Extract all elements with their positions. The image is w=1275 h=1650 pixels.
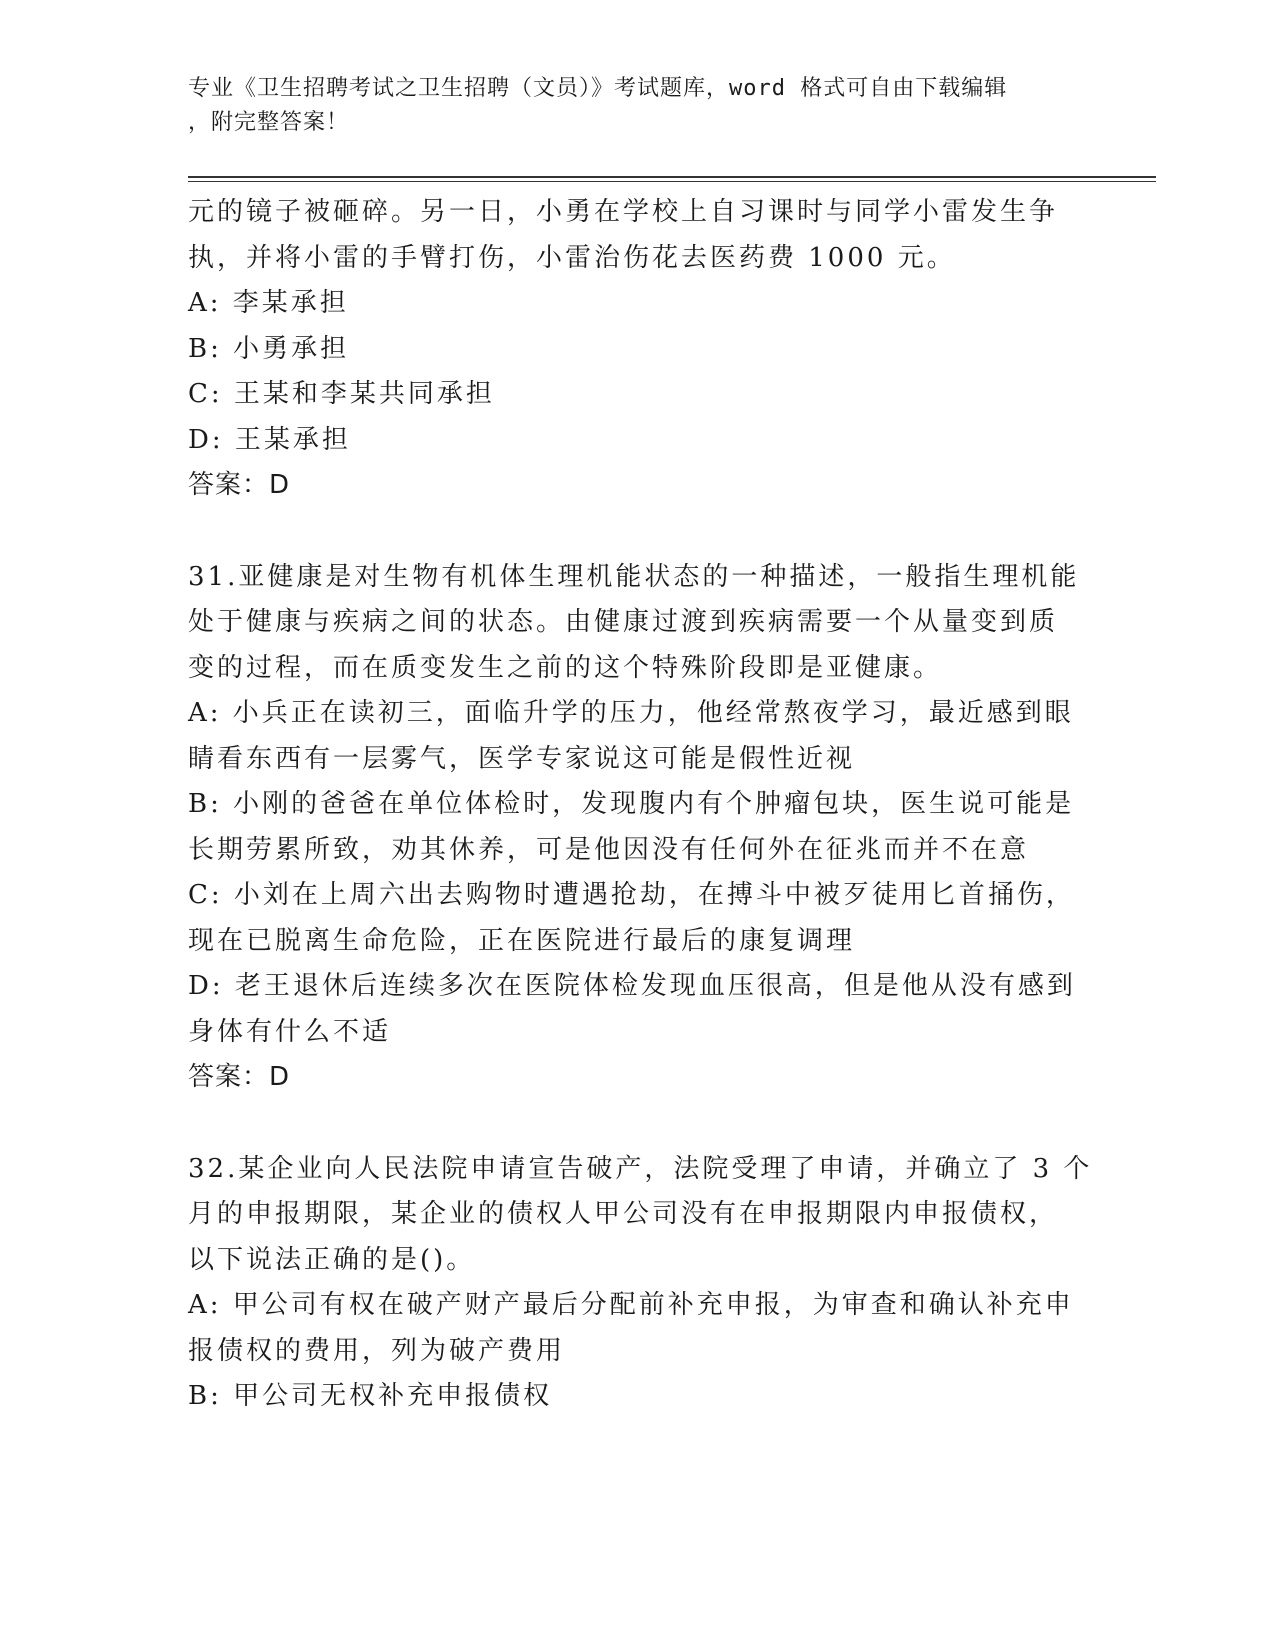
header-divider	[188, 176, 1156, 182]
spacer	[188, 509, 1088, 555]
option-a: A: 甲公司有权在破产财产最后分配前补充申报，为审查和确认补充申	[188, 1290, 1074, 1320]
option-a-continued: 睛看东西有一层雾气，医学专家说这可能是假性近视	[188, 743, 856, 774]
header-line-2: ，附完整答案！	[188, 110, 350, 135]
option-a: A: 小兵正在读初三，面临升学的压力，他经常熬夜学习，最近感到眼	[188, 698, 1074, 728]
option-d: D: 老王退休后连续多次在医院体检发现血压很高，但是他从没有感到	[188, 971, 1076, 1001]
option-b-continued: 长期劳累所致，劝其休养，可是他因没有任何外在征兆而并不在意	[188, 834, 1030, 865]
question-text-line: 执，并将小雷的手臂打伤，小雷治伤花去医药费 1000 元。	[188, 242, 956, 273]
answer-label: 答案：D	[188, 470, 291, 500]
question-text-line: 32.某企业向人民法院申请宣告破产，法院受理了申请，并确立了 3 个	[188, 1153, 1093, 1184]
question-text-line: 元的镜子被砸碎。另一日，小勇在学校上自习课时与同学小雷发生争	[188, 197, 1059, 227]
option-d-continued: 身体有什么不适	[188, 1016, 392, 1047]
option-c: C: 小刘在上周六出去购物时遭遇抢劫，在搏斗中被歹徒用匕首捅伤，	[188, 880, 1075, 910]
header-line-1: 专业《卫生招聘考试之卫生招聘（文员）》考试题库，word 格式可自由下载编辑	[188, 76, 1008, 101]
option-a: A: 李某承担	[188, 288, 349, 318]
question-32	[188, 1147, 1093, 1420]
question-30-continued	[188, 190, 1088, 509]
question-text-line: 以下说法正确的是()。	[188, 1244, 476, 1275]
question-text-line: 变的过程，而在质变发生之前的这个特殊阶段即是亚健康。	[188, 652, 943, 683]
question-text-line: 月的申报期限，某企业的债权人甲公司没有在申报期限内申报债权，	[188, 1199, 1059, 1229]
option-c: C: 王某和李某共同承担	[188, 379, 495, 409]
spacer	[188, 1101, 1088, 1147]
question-text-line: 处于健康与疾病之间的状态。由健康过渡到疾病需要一个从量变到质	[188, 607, 1059, 637]
option-a-continued: 报债权的费用，列为破产费用	[188, 1335, 566, 1366]
question-31	[188, 555, 1088, 1101]
answer-label: 答案：D	[188, 1062, 291, 1092]
option-b: B: 小刚的爸爸在单位体检时，发现腹内有个肿瘤包块，医生说可能是	[188, 789, 1075, 819]
document-body	[188, 190, 1093, 1420]
option-d: D: 王某承担	[188, 424, 351, 455]
option-b: B: 甲公司无权补充申报债权	[188, 1381, 553, 1411]
question-text-line: 31.亚健康是对生物有机体生理机能状态的一种描述，一般指生理机能	[188, 561, 1080, 592]
option-c-continued: 现在已脱离生命危险，正在医院进行最后的康复调理	[188, 925, 856, 956]
document-header	[188, 72, 1068, 140]
option-b: B: 小勇承担	[188, 333, 350, 364]
